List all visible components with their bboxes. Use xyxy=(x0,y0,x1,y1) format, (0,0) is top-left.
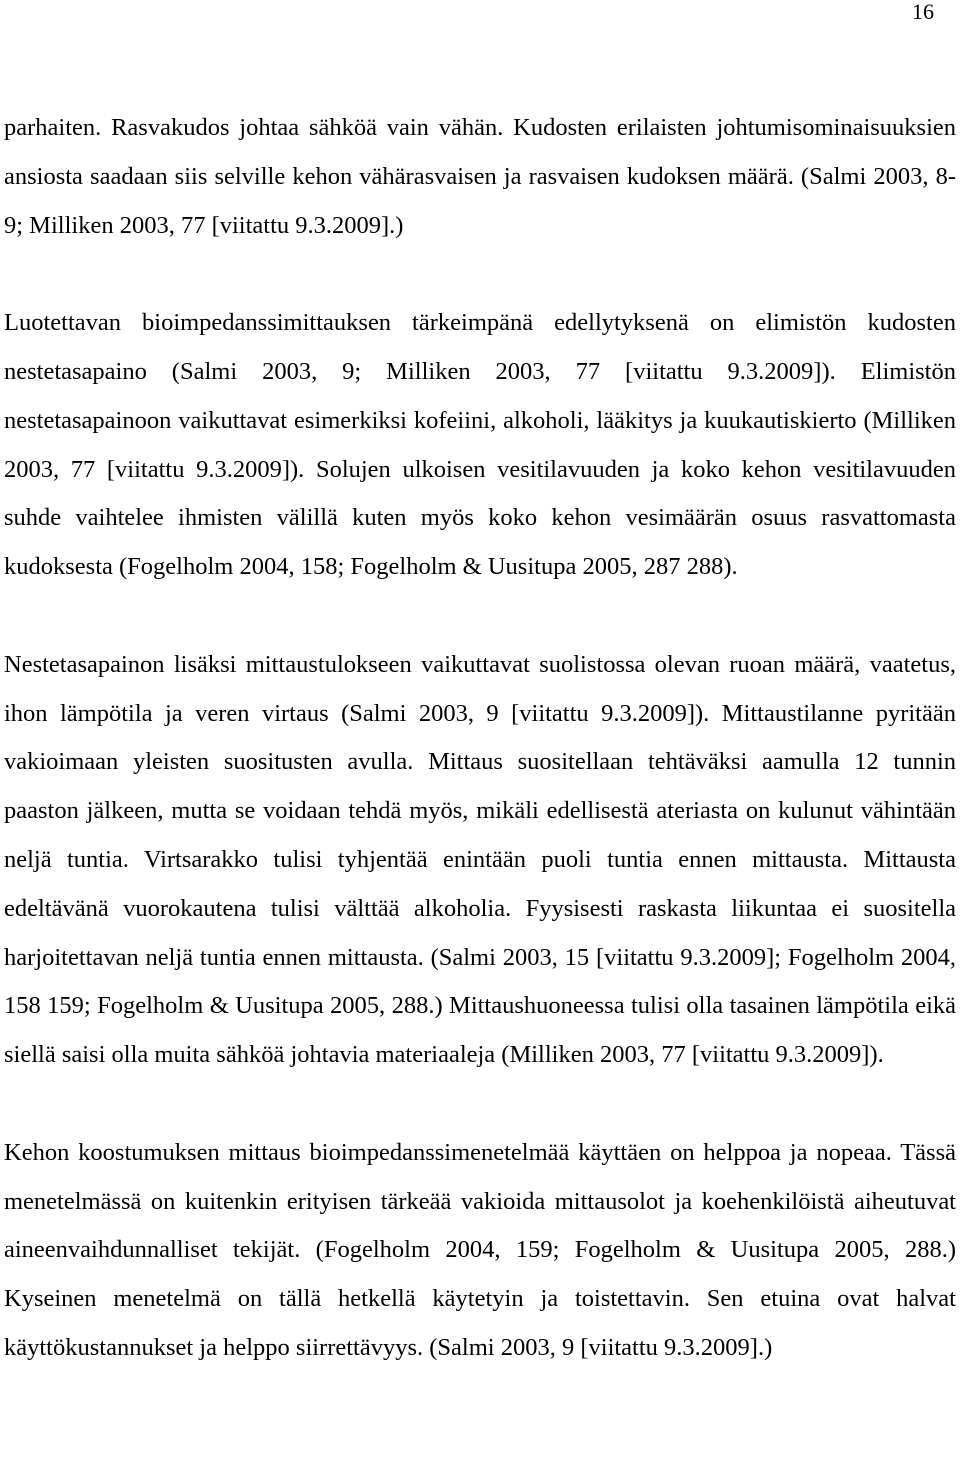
paragraph-spacer xyxy=(4,250,956,299)
paragraph-spacer xyxy=(4,1080,956,1129)
paragraph-3: Nestetasapainon lisäksi mittaustulokseen vaikuttavat suolistossa olevan ruoan määrä, vaatetus, ihon lämpötila ja veren virtaus (Salmi 2003, 9 [viitattu 9.3.2009]). Mittaustilanne pyritään vakioimaan yleisten suositusten avulla. Mittaus suositellaan tehtäväksi aamulla 12 tunnin paaston jälkeen, mutta se voidaan tehdä myös, mikäli edellisestä ateriasta on kulunut vähintään neljä tuntia. Virtsarakko tulisi tyhjentää enintään puoli tuntia ennen mittausta. Mittausta edeltävänä vuorokautena tulisi välttää alkoholia. Fyysisesti raskasta liikuntaa ei suositella harjoitettavan neljä tuntia ennen mittausta. (Salmi 2003, 15 [viitattu 9.3.2009]; Fogelholm 2004, 158 159; Fogelholm & Uusitupa 2005, 288.) Mittaushuoneessa tulisi olla tasainen lämpötila eikä siellä saisi olla muita sähköä johtavia materiaaleja (Milliken 2003, 77 [viitattu 9.3.2009]). xyxy=(4,650,956,1069)
paragraph-spacer xyxy=(4,592,956,641)
paragraph-2: Luotettavan bioimpedanssimittauksen tärkeimpänä edellytyksenä on elimistön kudosten nestetasapaino (Salmi 2003, 9; Milliken 2003, 77 [viitattu 9.3.2009]). Elimistön nestetasapainoon vaikuttavat esimerkiksi kofeiini, alkoholi, lääkitys ja kuukautiskierto (Milliken 2003, 77 [viitattu 9.3.2009]). Solujen ulkoisen vesitilavuuden ja koko kehon vesitilavuuden suhde vaihtelee ihmisten välillä kuten myös koko kehon vesimäärän osuus rasvattomasta kudoksesta (Fogelholm 2004, 158; Fogelholm & Uusitupa 2005, 287 288). xyxy=(4,309,956,581)
paragraph-4: Kehon koostumuksen mittaus bioimpedanssimenetelmää käyttäen on helppoa ja nopeaa. Tässä menetelmässä on kuitenkin erityisen tärkeää vakioida mittausolot ja koehenkilöistä aiheutuvat aineenvaihdunnalliset tekijät. (Fogelholm 2004, 159; Fogelholm & Uusitupa 2005, 288.) Kyseinen menetelmä on tällä hetkellä käytetyin ja toistettavin. Sen etuina ovat halvat käyttökustannukset ja helppo siirrettävyys. (Salmi 2003, 9 [viitattu 9.3.2009].) xyxy=(4,1138,956,1361)
document-body xyxy=(4,104,956,1373)
page-number: 16 xyxy=(912,0,934,24)
paragraph-1: parhaiten. Rasvakudos johtaa sähköä vain vähän. Kudosten erilaisten johtumisominaisuuksien ansiosta saadaan siis selville kehon vähärasvaisen ja rasvaisen kudoksen määrä. (Salmi 2003, 8-9; Milliken 2003, 77 [viitattu 9.3.2009].) xyxy=(4,114,956,239)
